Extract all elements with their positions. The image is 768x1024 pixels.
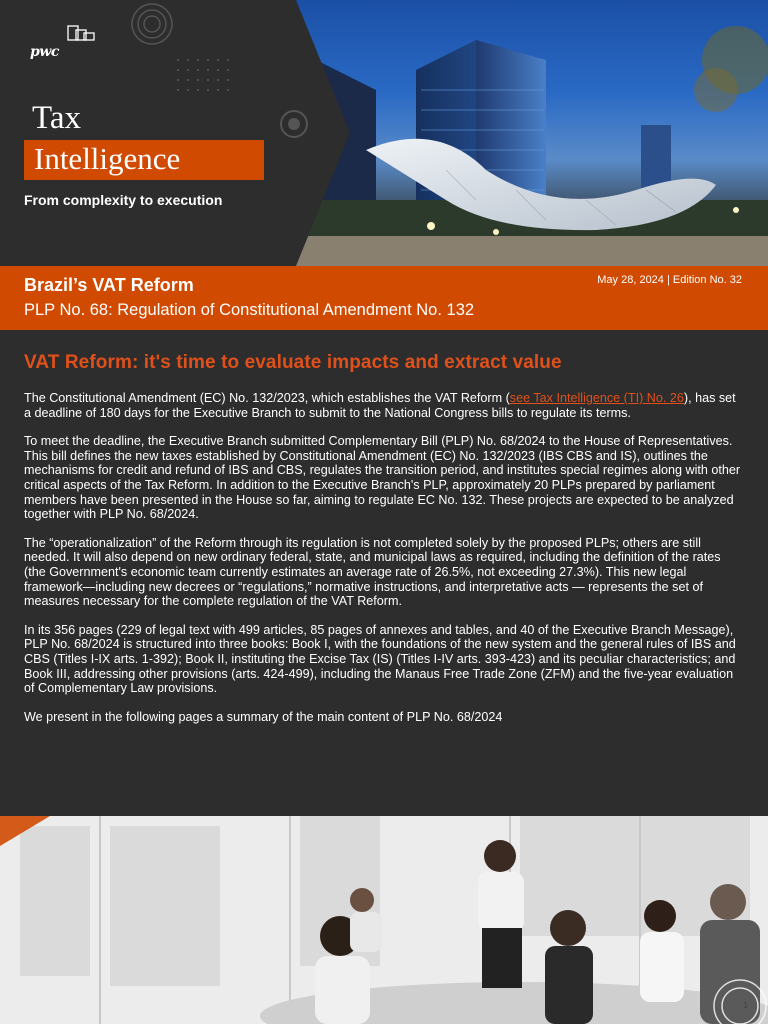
issue-title: Brazil’s VAT Reform [24, 275, 194, 295]
issue-date-edition: May 28, 2024 | Edition No. 32 [597, 274, 742, 286]
page-number: 1 [742, 1000, 748, 1010]
issue-banner [0, 266, 768, 330]
paragraph-deadline: To meet the deadline, the Executive Branch submitted Complementary Bill (PLP) No. 68/2024 to the House of Representatives. This bill defines the new taxes established by Constitutional Amendment (EC) No. 132/2023 (IBS CBS and IS), outlines the mechanisms for credit and refund of IBS and CBS, regulates the transition period, and institutes special regimes along with other critical aspects of the Tax Reform. In addition to the Executive Branch's PLP, approximately 20 PLPs prepared by parliament members have been presented in the House so far, aiming to regulate EC No. 132. These projects are expected to be analyzed together with PLP No. 68/2024. [24, 434, 741, 522]
meeting-photo [0, 816, 768, 1024]
paragraph-intro-text-end: ), has set a deadline of 180 days for the Executive Branch to submit to the National Congress bills to regulate its terms. [24, 391, 736, 420]
publication-title-line1: Tax [32, 100, 82, 136]
issue-subtitle: PLP No. 68: Regulation of Constitutional Amendment No. 132 [24, 301, 475, 319]
tax-intelligence-26-link[interactable]: see Tax Intelligence (TI) No. 26 [509, 391, 684, 405]
paragraph-operationalization: The “operationalization” of the Reform through its regulation is not completed solely by the proposed PLPs; others are still needed. It will also depend on new ordinary federal, state, and municipal laws as required, including the definition of the rates (the Government's economic team currently estimates an average rate of 26.5%, not exceeding 27.3%). This new legal framework—including new decrees or “regulations,” normative instructions, and interpretative acts — represents the set of measures necessary for the complete regulation of the VAT Reform. [24, 535, 721, 609]
publication-title-line2: Intelligence [34, 141, 181, 176]
cover-header [0, 0, 768, 266]
publication-title-box [24, 140, 264, 180]
pwc-logo [30, 22, 110, 62]
paragraph-intro-text: The Constitutional Amendment (EC) No. 132/2023, which establishes the VAT Reform ( [24, 391, 510, 405]
logo-wordmark: pwc [30, 44, 59, 60]
publication-tagline: From complexity to execution [24, 192, 223, 208]
paragraph-summary: We present in the following pages a summary of the main content of PLP No. 68/2024 [24, 709, 503, 724]
paragraph-intro [24, 391, 744, 420]
article-heading: VAT Reform: it's time to evaluate impacts and extract value [24, 352, 562, 373]
paragraph-structure: In its 356 pages (229 of legal text with 499 articles, 85 pages of annexes and tables, and 40 of the Executive Branch Message), PLP No. 68/2024 is structured into three books: Book I, with the foundations of the new system and the general rules of IBS and CBS (Titles I-IX arts. 1-392); Book II, instituting the Excise Tax (IS) (Titles I-IV arts. 393-423) and its peculiar characteristics; and Book III, addressing other provisions (arts. 424-499), including the Manaus Free Trade Zone (ZFM) and the five-year evaluation of Complementary Law provisions. [24, 622, 736, 696]
article-body [0, 330, 768, 816]
